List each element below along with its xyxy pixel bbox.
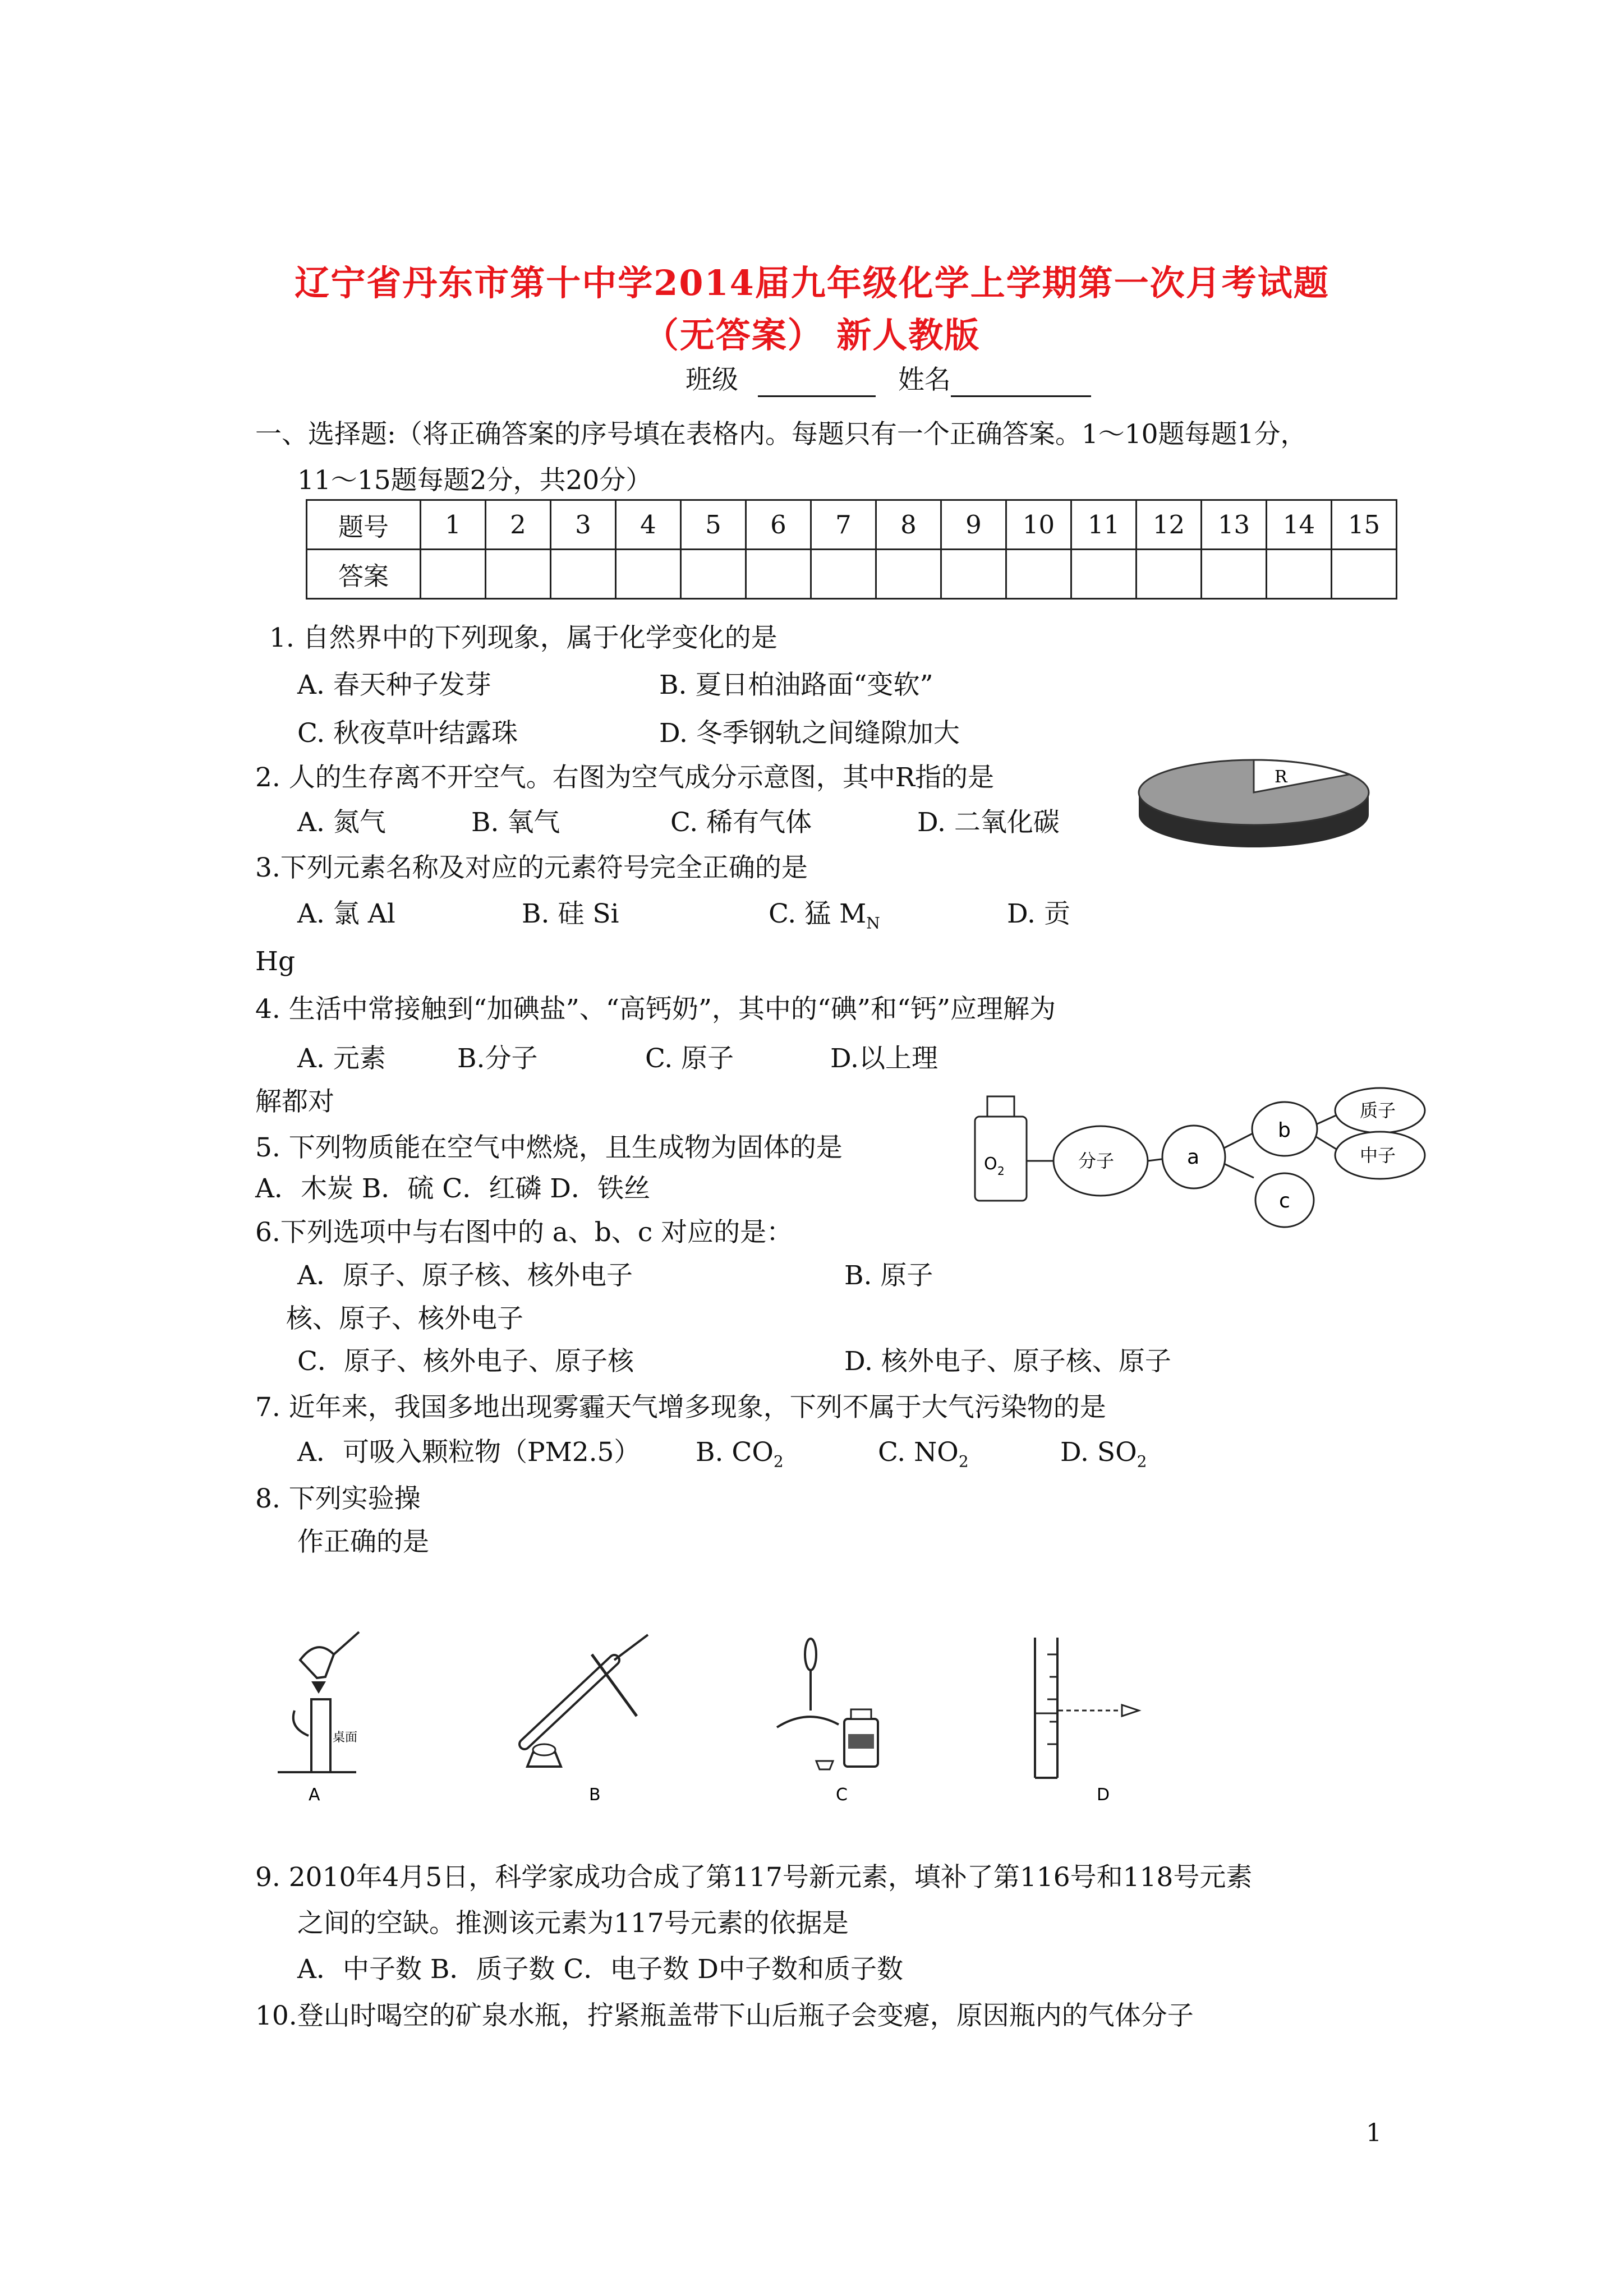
q3-option-c-sub: N — [866, 914, 880, 933]
pie-label-r: R — [1275, 767, 1287, 787]
table-cell-number: 11 — [1071, 500, 1137, 550]
q7-option-d-text: D. SO — [1060, 1437, 1137, 1468]
label-b: b — [1278, 1119, 1291, 1142]
neutron-label: 中子 — [1360, 1145, 1396, 1166]
section1-instruction-cont: 11～15题每题2分，共20分） — [297, 465, 652, 496]
q3-option-a: A. 氯 Al — [297, 898, 395, 929]
table-cell-number: 15 — [1332, 500, 1397, 550]
answer-cell[interactable] — [746, 550, 811, 599]
q7-option-a: A．可吸入颗粒物（PM2.5） — [297, 1437, 641, 1468]
table-cell-number: 10 — [1006, 500, 1071, 550]
q4-option-d-wrap: 解都对 — [255, 1086, 334, 1117]
answer-cell[interactable] — [876, 550, 941, 599]
bottle-label-sub: 2 — [997, 1164, 1005, 1178]
title-line-1: 辽宁省丹东市第十中学2014届九年级化学上学期第一次月考试题 — [295, 262, 1329, 303]
table-cell-number: 3 — [551, 500, 616, 550]
proton-label: 质子 — [1360, 1100, 1396, 1121]
q7-option-b — [696, 1436, 784, 1478]
q9-stem-cont: 之间的空缺。推测该元素为117号元素的依据是 — [297, 1908, 849, 1939]
table-header-answer: 答案 — [307, 550, 421, 599]
figure-b-heating — [525, 1635, 648, 1767]
title-line-2: （无答案） 新人教版 — [643, 315, 981, 356]
q7-option-b-sub: 2 — [773, 1452, 784, 1471]
q6-option-b-wrap: 核、原子、核外电子 — [286, 1303, 523, 1334]
answer-cell[interactable] — [616, 550, 681, 599]
bottle-label-o: O — [984, 1154, 997, 1174]
q4-option-b: B.分子 — [457, 1043, 538, 1074]
q1-option-b: B. 夏日柏油路面“变软” — [659, 670, 933, 700]
bottle-neck — [987, 1096, 1014, 1117]
connector-line — [1224, 1133, 1254, 1148]
q3-option-b: B. 硅 Si — [522, 898, 619, 929]
q4-option-a: A. 元素 — [297, 1043, 386, 1074]
table-cell-number: 5 — [681, 500, 746, 550]
answer-cell[interactable] — [1006, 550, 1071, 599]
q7-option-c-sub: 2 — [958, 1452, 969, 1471]
table-cell-number: 6 — [746, 500, 811, 550]
figure-d-cylinder — [1035, 1638, 1139, 1778]
q4-option-d: D.以上理 — [830, 1043, 938, 1074]
figure-label-a: A — [309, 1785, 320, 1805]
q6-option-a: A．原子、原子核、核外电子 — [297, 1260, 633, 1291]
q2-option-a: A. 氮气 — [297, 807, 386, 838]
q1-option-a: A. 春天种子发芽 — [297, 670, 491, 700]
q7-stem: 7. 近年来，我国多地出现雾霾天气增多现象，下列不属于大气污染物的是 — [255, 1392, 1106, 1423]
figure-label-c: C — [836, 1785, 848, 1805]
table-cell-number: 9 — [941, 500, 1006, 550]
molecule-atom-structure-figure — [970, 1085, 1436, 1237]
q8-stem: 8. 下列实验操 — [255, 1483, 421, 1514]
class-label: 班级 — [686, 365, 738, 395]
q1-option-c: C. 秋夜草叶结露珠 — [297, 718, 518, 749]
figure-c-dropper — [777, 1639, 878, 1769]
answer-cell[interactable] — [1202, 550, 1267, 599]
q7-option-b-text: B. CO — [696, 1437, 774, 1468]
answer-cell[interactable] — [681, 550, 746, 599]
q6-option-c: C．原子、核外电子、原子核 — [297, 1346, 634, 1377]
q3-option-c — [769, 897, 880, 940]
answer-cell[interactable] — [811, 550, 876, 599]
q2-option-c: C. 稀有气体 — [670, 807, 812, 838]
section1-instruction: 一、选择题:（将正确答案的序号填在表格内。每题只有一个正确答案。1～10题每题1分， — [255, 419, 1307, 450]
q1-option-d: D. 冬季钢轨之间缝隙加大 — [659, 718, 960, 749]
answer-cell[interactable] — [941, 550, 1006, 599]
q7-option-c — [878, 1436, 969, 1478]
figure-label-b: B — [589, 1785, 601, 1805]
class-blank[interactable] — [758, 368, 876, 397]
q9-stem: 9. 2010年4月5日，科学家成功合成了第117号新元素，填补了第116号和118号元素 — [255, 1862, 1253, 1893]
q3-option-c-text: C. 猛 M — [769, 898, 867, 929]
name-label: 姓名 — [898, 365, 951, 395]
q2-stem: 2. 人的生存离不开空气。右图为空气成分示意图，其中R指的是 — [255, 762, 995, 793]
q9-options: A．中子数 B．质子数 C．电子数 D中子数和质子数 — [297, 1954, 903, 1985]
answer-cell[interactable] — [486, 550, 551, 599]
q4-stem: 4. 生活中常接触到“加碘盐”、“高钙奶”，其中的“碘”和“钙”应理解为 — [255, 994, 1056, 1025]
answer-cell[interactable] — [1267, 550, 1332, 599]
q10-stem: 10.登山时喝空的矿泉水瓶，拧紧瓶盖带下山后瓶子会变瘪，原因瓶内的气体分子 — [255, 2000, 1194, 2031]
figure-a-test-tube — [278, 1632, 359, 1772]
q1-stem: 1. 自然界中的下列现象，属于化学变化的是 — [269, 623, 778, 653]
table-cell-number: 13 — [1202, 500, 1267, 550]
q7-option-d-sub: 2 — [1137, 1452, 1147, 1471]
name-blank[interactable] — [951, 368, 1091, 397]
answer-table — [306, 499, 1397, 600]
answer-cell[interactable] — [421, 550, 486, 599]
table-cell-number: 14 — [1267, 500, 1332, 550]
lab-operations-figure — [255, 1615, 1209, 1806]
table-cell-number: 8 — [876, 500, 941, 550]
figure-label-d: D — [1097, 1785, 1110, 1805]
q3-option-d-wrap: Hg — [255, 946, 296, 977]
q4-option-c: C. 原子 — [645, 1043, 734, 1074]
table-cell-number: 2 — [486, 500, 551, 550]
table-cell-number: 7 — [811, 500, 876, 550]
table-cell-number: 12 — [1137, 500, 1202, 550]
class-name-line — [686, 363, 1091, 397]
connector-line — [1224, 1164, 1254, 1178]
table-cell-number: 4 — [616, 500, 681, 550]
air-composition-pie-figure — [1128, 749, 1380, 855]
table-header-number: 题号 — [307, 500, 421, 550]
q3-stem: 3.下列元素名称及对应的元素符号完全正确的是 — [255, 852, 808, 883]
label-c: c — [1279, 1190, 1290, 1212]
answer-cell[interactable] — [551, 550, 616, 599]
answer-table-number-row — [307, 500, 1397, 550]
answer-table-answer-row — [307, 550, 1397, 599]
q2-option-b: B. 氧气 — [471, 807, 560, 838]
q5-options: A．木炭 B．硫 C．红磷 D．铁丝 — [255, 1173, 650, 1204]
bottle-body — [975, 1117, 1027, 1201]
q8-stem-cont: 作正确的是 — [297, 1527, 429, 1557]
q5-stem: 5. 下列物质能在空气中燃烧，且生成物为固体的是 — [255, 1132, 843, 1163]
q7-option-c-text: C. NO — [878, 1437, 959, 1468]
figure-a-label-desk: 桌面 — [333, 1731, 358, 1745]
q6-stem: 6.下列选项中与右图中的 a、b、c 对应的是： — [255, 1217, 793, 1248]
q7-option-d — [1060, 1436, 1147, 1478]
q6-option-b: B. 原子 — [844, 1260, 933, 1291]
answer-cell[interactable] — [1332, 550, 1397, 599]
answer-cell[interactable] — [1071, 550, 1137, 599]
q3-option-d: D. 贡 — [1007, 898, 1070, 929]
page-number: 1 — [1366, 2119, 1382, 2147]
q6-option-d: D. 核外电子、原子核、原子 — [844, 1346, 1171, 1377]
answer-cell[interactable] — [1137, 550, 1202, 599]
label-a: a — [1187, 1146, 1200, 1169]
molecule-label: 分子 — [1078, 1150, 1115, 1172]
q2-option-d: D. 二氧化碳 — [917, 807, 1060, 838]
table-cell-number: 1 — [421, 500, 486, 550]
